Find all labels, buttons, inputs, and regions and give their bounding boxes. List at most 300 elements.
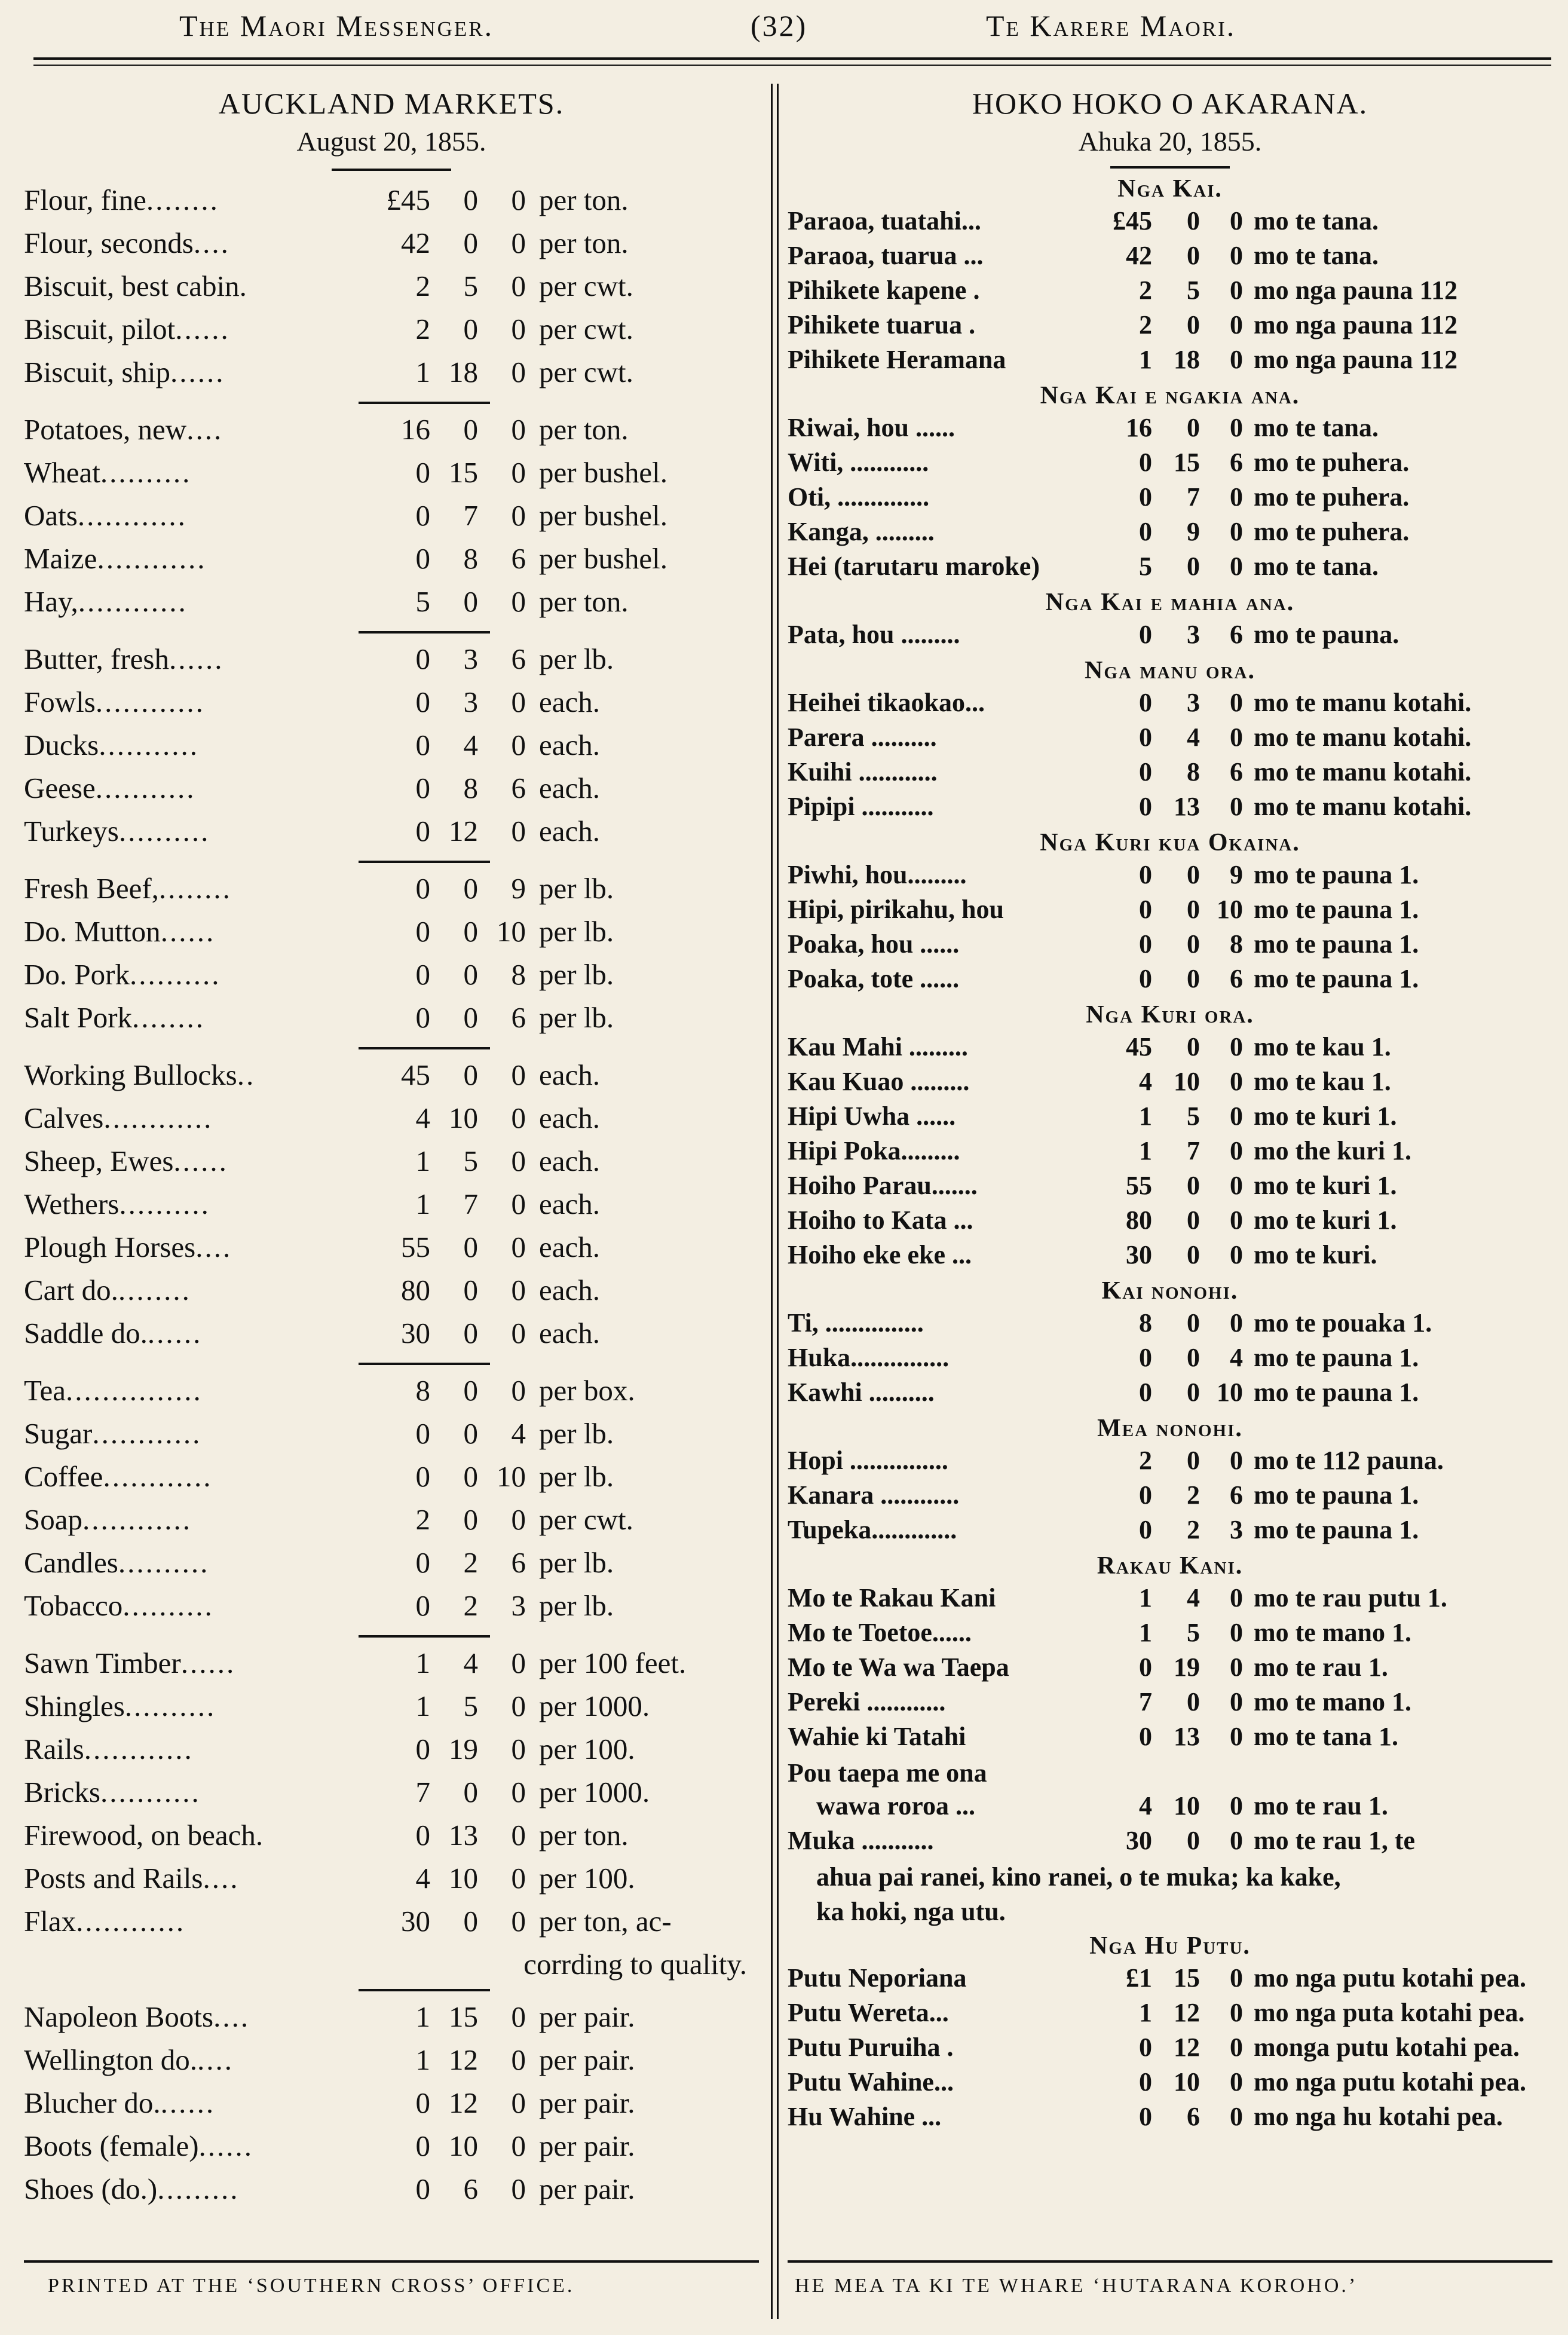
item-name: Kawhi .......... <box>788 1378 935 1407</box>
pence: 0 <box>511 413 526 446</box>
shillings: 0 <box>463 1905 478 1938</box>
item-leader: .... <box>213 2000 250 2033</box>
price-row <box>24 1546 759 1589</box>
item-name: Wahie ki Tatahi <box>788 1722 966 1751</box>
price-row <box>788 1480 1552 1514</box>
price-row <box>788 275 1552 310</box>
shillings: 0 <box>1187 1205 1200 1235</box>
pence: 0 <box>1230 1136 1243 1165</box>
item-name: Hipi Poka......... <box>788 1136 960 1165</box>
unit: per lb. <box>539 872 614 905</box>
pounds: 1 <box>415 1647 430 1679</box>
pence: 0 <box>511 585 526 618</box>
item-name: Biscuit, ship <box>24 356 171 388</box>
pence: 0 <box>1230 517 1243 546</box>
shillings: 0 <box>1187 860 1200 889</box>
pounds: 0 <box>415 499 430 532</box>
pounds: 0 <box>415 772 430 804</box>
price-row <box>24 771 759 814</box>
item-leader: ......... <box>157 2172 240 2205</box>
pounds: 80 <box>1126 1205 1152 1235</box>
unit: mo te manu kotahi. <box>1254 757 1472 787</box>
shillings: 0 <box>1187 1343 1200 1372</box>
pounds: £45 <box>1113 206 1152 235</box>
column-divider-inner <box>777 84 779 2319</box>
unit: each. <box>539 685 600 718</box>
item-name: Pereki ............ <box>788 1687 946 1716</box>
item-name: Ti, ............... <box>788 1308 924 1338</box>
item-name: Oti, .............. <box>788 482 930 512</box>
pounds: 1 <box>415 356 430 388</box>
shillings: 13 <box>1174 792 1200 821</box>
pence: 0 <box>1230 1722 1243 1751</box>
item-name: Hopi ............... <box>788 1446 948 1475</box>
shillings: 8 <box>463 542 478 575</box>
item-name: Mo te Toetoe...... <box>788 1618 972 1647</box>
maori-title: HOKO HOKO O AKARANA. <box>972 87 1368 120</box>
header-rule <box>33 57 1551 60</box>
maori-price-list <box>788 172 1552 2136</box>
item-label <box>24 1000 359 1035</box>
pounds: 0 <box>415 815 430 847</box>
price-row <box>788 1652 1552 1687</box>
item-name: Tea <box>24 1374 66 1407</box>
price-row <box>788 1205 1552 1240</box>
item-name: Do. Mutton <box>24 915 161 948</box>
price-row <box>788 412 1552 447</box>
pounds: 0 <box>1139 2102 1152 2131</box>
item-label <box>24 871 359 905</box>
group-separator <box>359 1047 490 1049</box>
pence: 0 <box>511 1690 526 1722</box>
item-leader: .. <box>237 1058 256 1091</box>
pounds: 0 <box>1139 929 1152 959</box>
item-name: Boots (female) <box>24 2129 199 2162</box>
maori-date: Ahuka 20, 1855. <box>1078 126 1262 157</box>
price-row <box>788 1583 1552 1617</box>
item-name: Tobacco <box>24 1589 123 1622</box>
unit: per ton. <box>539 1819 629 1852</box>
pounds: 0 <box>1139 1378 1152 1407</box>
pence: 0 <box>511 1647 526 1679</box>
price-row <box>788 1170 1552 1205</box>
pounds: 0 <box>415 958 430 991</box>
item-label <box>24 728 359 762</box>
pence: 0 <box>511 1776 526 1808</box>
price-row <box>24 871 759 914</box>
shillings: 18 <box>449 356 478 388</box>
pence: 0 <box>1230 1583 1243 1612</box>
item-name: Hoiho eke eke ... <box>788 1240 972 1269</box>
item-label <box>24 914 359 948</box>
english-markets-column <box>24 84 759 2215</box>
pounds: 0 <box>1139 895 1152 924</box>
item-name: Hay, <box>24 585 78 618</box>
item-label <box>24 1546 359 1580</box>
item-leader: ........... <box>99 729 199 761</box>
pence: 0 <box>1230 1998 1243 2027</box>
price-row <box>788 894 1552 929</box>
pence: 0 <box>1230 206 1243 235</box>
pence: 0 <box>1230 1791 1243 1820</box>
item-label <box>24 584 359 619</box>
pence: 3 <box>1230 1515 1243 1544</box>
pence: 9 <box>1230 860 1243 889</box>
item-leader: ........ <box>146 183 219 216</box>
unit: mo te tana. <box>1254 206 1379 235</box>
item-name: Hei (tarutaru maroke) <box>788 552 1040 581</box>
price-row <box>788 2101 1552 2136</box>
price-row <box>24 412 759 455</box>
item-label <box>24 498 359 533</box>
item-name: Fowls <box>24 685 96 718</box>
unit: mo te pauna 1. <box>1254 1480 1419 1510</box>
price-row <box>24 269 759 312</box>
pounds: 0 <box>1139 1652 1152 1682</box>
unit: per lb. <box>539 1460 614 1493</box>
group-separator <box>359 1635 490 1638</box>
unit: per lb. <box>539 642 614 675</box>
pounds: 30 <box>1126 1826 1152 1855</box>
price-row <box>788 963 1552 998</box>
item-leader: ............... <box>66 1374 203 1407</box>
unit: mo te pauna 1. <box>1254 895 1419 924</box>
shillings: 12 <box>1174 1998 1200 2027</box>
price-row <box>788 757 1552 791</box>
item-leader: ............ <box>84 1733 194 1765</box>
price-row <box>24 1689 759 1732</box>
shillings: 2 <box>1187 1480 1200 1510</box>
unit: per lb. <box>539 1589 614 1622</box>
item-leader: .... <box>197 2043 234 2076</box>
item-leader: ........ <box>158 872 232 905</box>
unit: mo te mano 1. <box>1254 1687 1411 1716</box>
price-row <box>24 355 759 398</box>
group-separator <box>359 1363 490 1365</box>
item-label <box>24 685 359 719</box>
item-leader: ............ <box>97 542 207 575</box>
item-label <box>24 1861 359 1895</box>
pounds: 16 <box>401 413 430 446</box>
item-name: Cart do. <box>24 1274 118 1306</box>
group-separator <box>359 861 490 863</box>
item-name: Napoleon Boots <box>24 2000 214 2033</box>
price-row <box>788 791 1552 826</box>
price-row <box>788 1963 1552 1997</box>
unit: mo te kuri 1. <box>1254 1205 1397 1235</box>
pence: 8 <box>1230 929 1243 959</box>
pence: 0 <box>1230 1101 1243 1131</box>
item-name: Hoiho to Kata ... <box>788 1205 973 1235</box>
shillings: 18 <box>1174 345 1200 374</box>
pounds: 55 <box>401 1231 430 1263</box>
pounds: 1 <box>415 1144 430 1177</box>
pounds: 5 <box>1139 552 1152 581</box>
shillings: 13 <box>1174 1722 1200 1751</box>
shillings: 7 <box>463 1188 478 1220</box>
shillings: 7 <box>1187 482 1200 512</box>
pounds: 1 <box>1139 1136 1152 1165</box>
pence: 0 <box>511 456 526 489</box>
item-name: Paraoa, tuatahi... <box>788 206 981 235</box>
price-row <box>24 685 759 728</box>
unit: per ton. <box>539 585 629 618</box>
item-name: Saddle do. <box>24 1317 148 1349</box>
unit: each. <box>539 1188 600 1220</box>
shillings: 4 <box>463 729 478 761</box>
unit: mo te tana. <box>1254 241 1379 270</box>
pence: 4 <box>511 1417 526 1450</box>
shillings: 2 <box>463 1546 478 1579</box>
item-leader: .... <box>203 1862 240 1895</box>
pence: 0 <box>511 2086 526 2119</box>
item-label <box>24 183 359 217</box>
pounds: 0 <box>415 1001 430 1034</box>
title-separator <box>332 169 451 171</box>
shillings: 10 <box>449 1862 478 1895</box>
group-separator <box>359 402 490 404</box>
price-row <box>788 1101 1552 1136</box>
shillings: 0 <box>1187 1240 1200 1269</box>
unit: each. <box>539 772 600 804</box>
unit: mo te kau 1. <box>1254 1032 1391 1061</box>
pounds: 8 <box>415 1374 430 1407</box>
shillings: 0 <box>1187 1032 1200 1061</box>
pence: 0 <box>511 2000 526 2033</box>
item-leader: .......... <box>124 1690 216 1722</box>
item-name: Turkeys <box>24 815 119 847</box>
price-row <box>788 1791 1552 1825</box>
pounds: 0 <box>1139 2033 1152 2062</box>
unit: mo nga hu kotahi pea. <box>1254 2102 1503 2131</box>
item-name: Blucher do. <box>24 2086 161 2119</box>
unit: per 100. <box>539 1733 635 1765</box>
pence: 0 <box>1230 1171 1243 1200</box>
item-label <box>24 814 359 848</box>
pence: 0 <box>511 1862 526 1895</box>
unit: per bushel. <box>539 456 667 489</box>
price-row <box>788 1066 1552 1101</box>
pence: 6 <box>511 542 526 575</box>
shillings: 5 <box>463 1690 478 1722</box>
item-label <box>24 312 359 346</box>
item-name: Posts and Rails <box>24 1862 203 1895</box>
item-label <box>24 1589 359 1623</box>
price-row <box>788 1617 1552 1652</box>
pence: 10 <box>497 1460 526 1493</box>
item-name: Plough Horses <box>24 1231 196 1263</box>
pounds: 2 <box>1139 276 1152 305</box>
item-name: Tupeka............. <box>788 1515 957 1544</box>
item-name: Rails <box>24 1733 84 1765</box>
item-leader: .... <box>186 413 223 446</box>
shillings: 4 <box>1187 1583 1200 1612</box>
unit: mo te rau 1, te <box>1254 1826 1416 1855</box>
pounds: 1 <box>1139 1618 1152 1647</box>
item-leader: . <box>239 270 249 302</box>
unit: per ton. <box>539 227 629 259</box>
item-name: Hipi Uwha ...... <box>788 1101 956 1131</box>
pounds: 4 <box>1139 1791 1152 1820</box>
pounds: 30 <box>1126 1240 1152 1269</box>
item-label <box>24 1459 359 1494</box>
section-heading: Nga Kuri kua Okaina. <box>1040 829 1300 856</box>
unit: mo nga pauna 112 <box>1254 310 1458 339</box>
price-row <box>24 498 759 541</box>
item-name: Mo te Rakau Kani <box>788 1583 996 1612</box>
unit: mo te 112 pauna. <box>1254 1446 1444 1475</box>
maori-markets-column <box>788 84 1552 2136</box>
shillings: 10 <box>1174 2067 1200 2097</box>
pence: 4 <box>1230 1343 1243 1372</box>
shillings: 3 <box>463 642 478 675</box>
shillings: 0 <box>1187 1687 1200 1716</box>
pence: 0 <box>511 1503 526 1536</box>
item-leader: ............ <box>78 585 188 618</box>
pounds: 1 <box>415 1188 430 1220</box>
page-header <box>0 8 1568 56</box>
pence: 0 <box>1230 241 1243 270</box>
unit: each. <box>539 1058 600 1091</box>
price-row <box>24 957 759 1000</box>
pence: 0 <box>1230 1240 1243 1269</box>
price-row <box>24 1646 759 1689</box>
unit: mo te pauna 1. <box>1254 929 1419 959</box>
unit: mo te rau 1. <box>1254 1652 1388 1682</box>
item-label <box>24 226 359 260</box>
price-row <box>24 312 759 355</box>
pounds: 4 <box>415 1101 430 1134</box>
price-row <box>788 619 1552 654</box>
header-rule-thin <box>33 65 1551 66</box>
shillings: 10 <box>449 1101 478 1134</box>
pence: 0 <box>511 1905 526 1938</box>
item-name: Wellington do. <box>24 2043 198 2076</box>
shillings: 0 <box>1187 964 1200 993</box>
shillings: 0 <box>463 1317 478 1349</box>
pence: 0 <box>511 227 526 259</box>
price-row <box>24 183 759 226</box>
item-name: Shingles <box>24 1690 125 1722</box>
unit: mo te pauna. <box>1254 620 1399 649</box>
shillings: 7 <box>463 499 478 532</box>
pence: 0 <box>511 356 526 388</box>
unit: mo te tana. <box>1254 413 1379 442</box>
item-label <box>24 1818 359 1852</box>
item-leader: .......... <box>118 815 210 847</box>
shillings: 12 <box>449 815 478 847</box>
pence: 6 <box>1230 757 1243 787</box>
shillings: 0 <box>1187 1446 1200 1475</box>
pence: 0 <box>1230 2033 1243 2062</box>
item-name: Butter, fresh <box>24 642 169 675</box>
shillings: 13 <box>449 1819 478 1852</box>
item-label <box>24 2129 359 2163</box>
pounds: 2 <box>415 1503 430 1536</box>
item-name: Pou taepa me ona <box>788 1758 987 1788</box>
unit: per ton. <box>539 413 629 446</box>
unit: per lb. <box>539 958 614 991</box>
item-name: Pihikete kapene . <box>788 276 980 305</box>
item-leader: ........ <box>118 1274 191 1306</box>
item-name: Mo te Wa wa Taepa <box>788 1652 1009 1682</box>
shillings: 5 <box>1187 1618 1200 1647</box>
pounds: 0 <box>415 1819 430 1852</box>
item-name: Heihei tikaokao... <box>788 688 985 717</box>
unit: per pair. <box>539 2000 635 2033</box>
section-heading: Nga Kai. <box>1117 175 1223 203</box>
item-name: Fresh Beef, <box>24 872 159 905</box>
item-label <box>24 2086 359 2120</box>
price-row <box>24 1416 759 1459</box>
item-name: Piwhi, hou......... <box>788 860 967 889</box>
unit: mo te manu kotahi. <box>1254 792 1472 821</box>
pounds: 0 <box>1139 757 1152 787</box>
group-separator <box>359 1989 490 1991</box>
pounds: £1 <box>1126 1963 1152 1993</box>
item-name: Candles <box>24 1546 118 1579</box>
section-heading: Nga Kuri ora. <box>1086 1001 1254 1029</box>
unit: mo te manu kotahi. <box>1254 723 1472 752</box>
pence: 9 <box>511 872 526 905</box>
pence: 0 <box>511 1144 526 1177</box>
item-name: Sawn Timber <box>24 1647 181 1679</box>
shillings: 10 <box>1174 1067 1200 1096</box>
pounds: 0 <box>1139 964 1152 993</box>
shillings: 0 <box>463 413 478 446</box>
item-name: Muka ........... <box>788 1826 934 1855</box>
maori-footer-rule <box>788 2260 1552 2263</box>
pence: 0 <box>1230 345 1243 374</box>
item-name: Kuihi ............ <box>788 757 938 787</box>
shillings: 0 <box>1187 413 1200 442</box>
pounds: 16 <box>1126 413 1152 442</box>
item-name: Hipi, pirikahu, hou <box>788 895 1004 924</box>
item-continuation: corrding to quality. <box>523 1948 747 1981</box>
unit: per bushel. <box>539 499 667 532</box>
item-label <box>24 355 359 389</box>
pounds: 42 <box>401 227 430 259</box>
item-continuation: ahua pai ranei, kino ranei, o te muka; ka kake, <box>816 1862 1341 1892</box>
item-name: Paraoa, tuarua ... <box>788 241 984 270</box>
pence: 0 <box>511 499 526 532</box>
item-name: Wheat <box>24 456 100 489</box>
item-name: Hoiho Parau....... <box>788 1171 978 1200</box>
pence: 0 <box>511 183 526 216</box>
price-row <box>24 914 759 957</box>
shillings: 19 <box>449 1733 478 1765</box>
item-name: Shoes (do.) <box>24 2172 158 2205</box>
item-name: Riwai, hou ...... <box>788 413 955 442</box>
pounds: 0 <box>1139 482 1152 512</box>
shillings: 6 <box>1187 2102 1200 2131</box>
item-leader: ...... <box>170 356 225 388</box>
pounds: 1 <box>1139 345 1152 374</box>
item-leader: ............ <box>103 1101 213 1134</box>
pence: 0 <box>511 270 526 302</box>
pounds: 45 <box>401 1058 430 1091</box>
pence: 0 <box>511 313 526 345</box>
price-row <box>24 455 759 498</box>
shillings: 0 <box>463 1460 478 1493</box>
maori-footer: HE MEA TA KI TE WHARE ‘HUTARANA KOROHO.’ <box>795 2275 1358 2297</box>
pence: 6 <box>1230 1480 1243 1510</box>
unit: per lb. <box>539 1001 614 1034</box>
pounds: 0 <box>415 685 430 718</box>
item-leader: .......... <box>122 1589 214 1622</box>
pence: 0 <box>1230 276 1243 305</box>
unit: mo nga putu kotahi pea. <box>1254 1963 1527 1993</box>
